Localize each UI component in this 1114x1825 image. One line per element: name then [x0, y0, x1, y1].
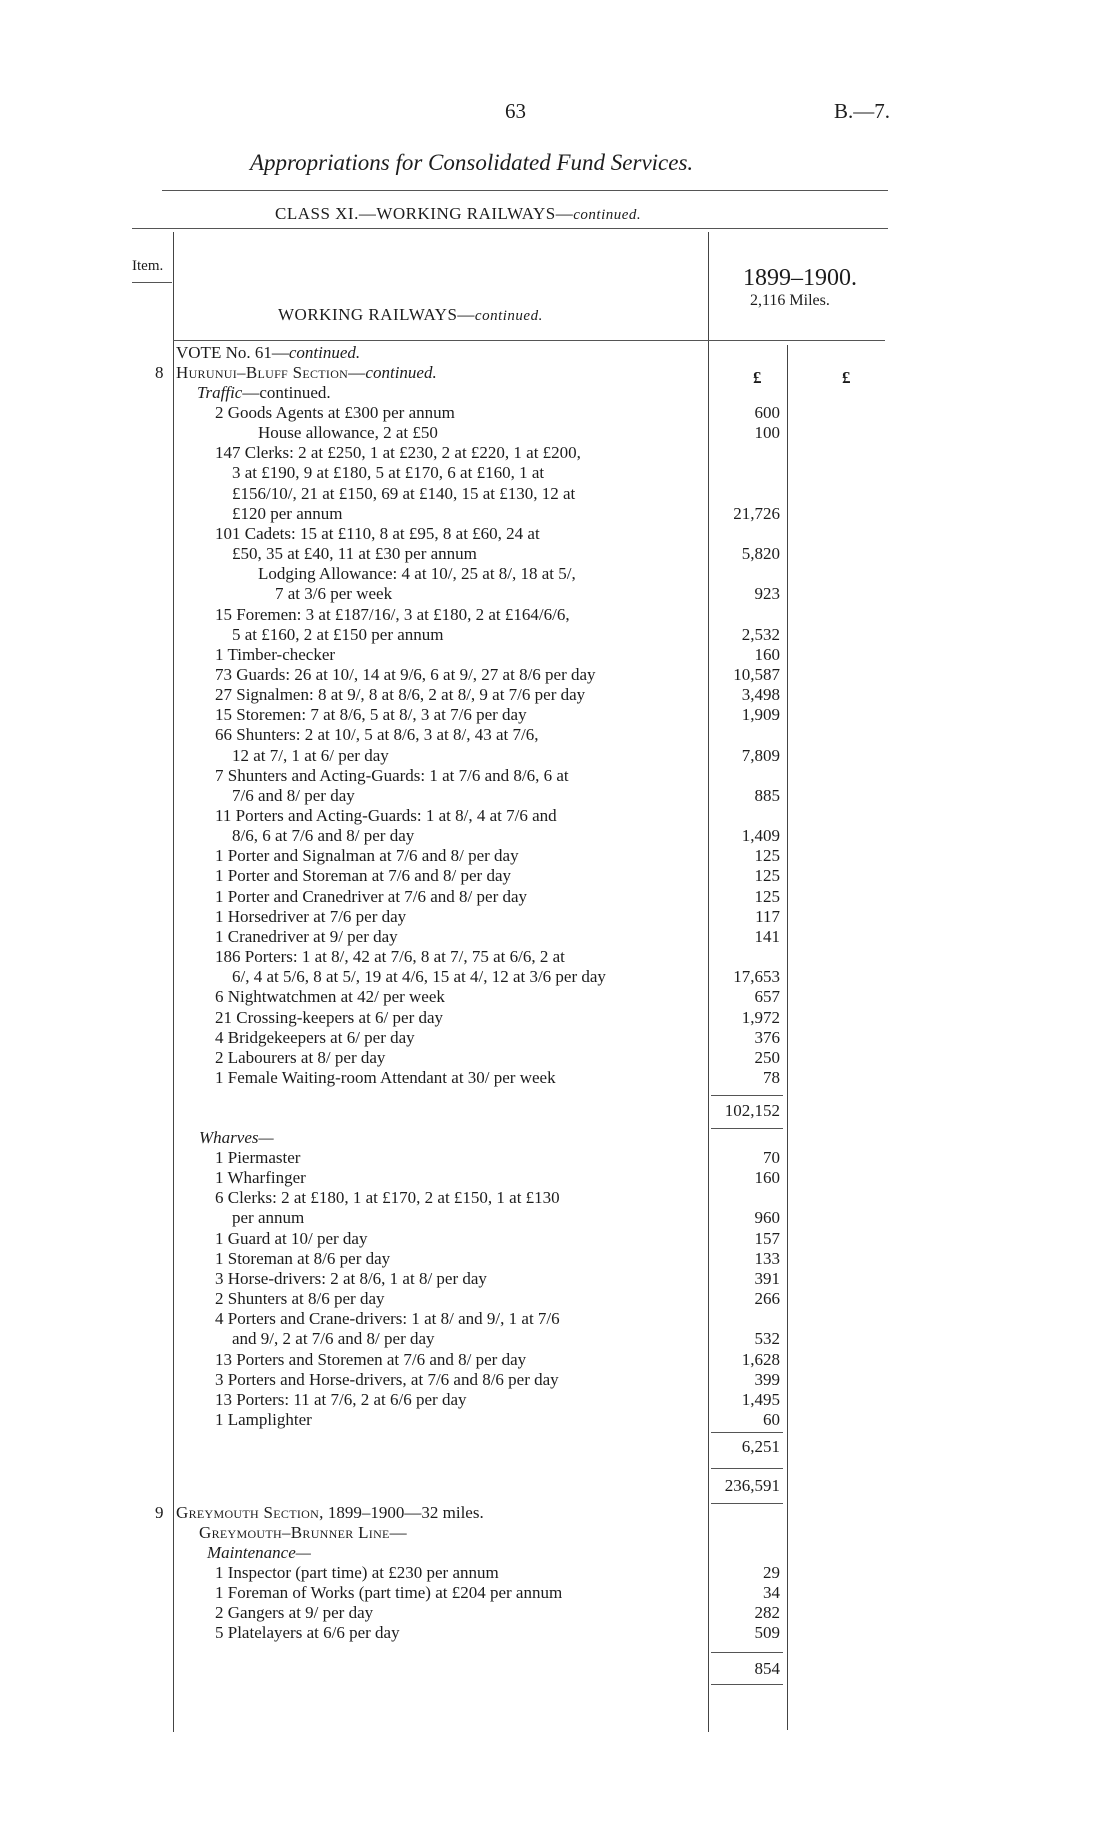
class-rule	[132, 228, 888, 229]
amount-value: 1,909	[741, 705, 780, 725]
entry-line: 1 Porter and Signalman at 7/6 and 8/ per day	[215, 846, 519, 866]
entry-line: 7/6 and 8/ per day	[232, 785, 355, 805]
amount-value: 160	[754, 644, 780, 664]
entry-line: 3 Horse-drivers: 2 at 8/6, 1 at 8/ per day	[215, 1268, 487, 1288]
vote-heading: VOTE No. 61—continued.	[176, 343, 361, 362]
item-number: 9	[155, 1503, 164, 1522]
section-name: Hurunui–Bluff Section—continued.	[176, 363, 437, 382]
subheading-maintenance: Maintenance—	[207, 1543, 311, 1562]
amount-value: 2,532	[741, 624, 780, 644]
amount-value: 532	[754, 1329, 780, 1349]
entry-line: £120 per annum	[232, 503, 343, 523]
entry-line: 6 Nightwatchmen at 42/ per week	[215, 987, 445, 1007]
entry-line: 66 Shunters: 2 at 10/, 5 at 8/6, 3 at 8/, 43 at 7/6,	[215, 725, 539, 745]
amount-value: 282	[754, 1603, 780, 1623]
amount-value: 391	[754, 1268, 780, 1288]
entry-line: £156/10/, 21 at £150, 69 at £140, 15 at £130, 12 at	[232, 483, 576, 503]
entry-line: 7 at 3/6 per week	[275, 584, 393, 604]
amount-value: 125	[754, 886, 780, 906]
amount-value: 376	[754, 1027, 780, 1047]
amount-value: 125	[754, 846, 780, 866]
entry-line: 1 Storeman at 8/6 per day	[215, 1248, 391, 1268]
item-column-divider	[173, 232, 174, 1732]
amount-value: 7,809	[741, 745, 780, 765]
amount-value: 3,498	[741, 685, 780, 705]
entry-line: 7 Shunters and Acting-Guards: 1 at 7/6 and 8/6, 6 at	[215, 765, 569, 785]
entry-line: 1 Lamplighter	[215, 1409, 312, 1429]
total-rule	[711, 1503, 783, 1504]
entry-line: 73 Guards: 26 at 10/, 14 at 9/6, 6 at 9/, 27 at 8/6 per day	[215, 664, 596, 684]
amount-value: 1,628	[741, 1349, 780, 1369]
entry-line: 2 Goods Agents at £300 per annum	[215, 403, 455, 422]
subtotal-rule	[711, 1652, 783, 1653]
title-rule	[162, 190, 888, 191]
subtotal-rule	[711, 1684, 783, 1685]
entry-line: 15 Storemen: 7 at 8/6, 5 at 8/, 3 at 7/6 per day	[215, 705, 527, 725]
amount-value: 60	[763, 1409, 780, 1429]
currency-symbol: £	[842, 368, 851, 387]
entry-line: 147 Clerks: 2 at £250, 1 at £230, 2 at £220, 1 at £200,	[215, 443, 581, 463]
amount-value: 5,820	[741, 544, 780, 564]
amount-value: 34	[763, 1583, 780, 1603]
entry-line: and 9/, 2 at 7/6 and 8/ per day	[232, 1329, 435, 1349]
amount-value: 657	[754, 987, 780, 1007]
amount-value: 1,495	[741, 1389, 780, 1409]
amount-column-divider-right	[787, 345, 788, 1730]
entry-line: 6 Clerks: 2 at £180, 1 at £170, 2 at £150, 1 at £130	[215, 1188, 560, 1208]
amount-value: 133	[754, 1248, 780, 1268]
currency-symbol: £	[753, 368, 762, 387]
amount-value: 1,409	[741, 826, 780, 846]
entry-line: 13 Porters and Storemen at 7/6 and 8/ per day	[215, 1349, 527, 1369]
page-title: Appropriations for Consolidated Fund Services.	[250, 150, 694, 175]
amount-value: 78	[763, 1067, 780, 1087]
amount-value: 1,972	[741, 1007, 780, 1027]
amount-value: 17,653	[733, 967, 780, 987]
item-number: 8	[155, 363, 164, 382]
entry-line: 5 at £160, 2 at £150 per annum	[232, 624, 444, 644]
amount-value: 250	[754, 1047, 780, 1067]
amount-value: 70	[763, 1148, 780, 1167]
entry-line: Lodging Allowance: 4 at 10/, 25 at 8/, 18 at 5/,	[258, 564, 576, 584]
entry-line: 6/, 4 at 5/6, 8 at 5/, 19 at 4/6, 15 at 4/, 12 at 3/6 per day	[232, 967, 606, 987]
subtotal-rule	[711, 1432, 783, 1433]
entry-line: 1 Wharfinger	[215, 1168, 306, 1188]
entry-line: 1 Timber-checker	[215, 644, 336, 664]
section-heading: WORKING RAILWAYS—continued.	[278, 305, 543, 324]
miles-heading: 2,116 Miles.	[750, 292, 830, 309]
line-name: Greymouth–Brunner Line—	[199, 1523, 407, 1542]
subheading-wharves: Wharves—	[199, 1128, 274, 1147]
entry-line: 15 Foremen: 3 at £187/16/, 3 at £180, 2 at £164/6/6,	[215, 604, 570, 624]
entry-line: 2 Gangers at 9/ per day	[215, 1603, 374, 1623]
entry-line: 1 Horsedriver at 7/6 per day	[215, 906, 407, 926]
amount-value: 157	[754, 1228, 780, 1248]
entry-line: £50, 35 at £40, 11 at £30 per annum	[232, 544, 477, 564]
entry-line: 13 Porters: 11 at 7/6, 2 at 6/6 per day	[215, 1389, 467, 1409]
entry-line: 3 at £190, 9 at £180, 5 at £170, 6 at £160, 1 at	[232, 463, 545, 483]
entry-line: 4 Bridgekeepers at 6/ per day	[215, 1027, 415, 1047]
subtotal-rule	[711, 1128, 783, 1129]
entry-line: 1 Guard at 10/ per day	[215, 1228, 368, 1248]
amount-value: 10,587	[733, 664, 780, 684]
amount-value: 399	[754, 1369, 780, 1389]
entry-line: 4 Porters and Crane-drivers: 1 at 8/ and 9/, 1 at 7/6	[215, 1309, 560, 1329]
amount-value: 125	[754, 866, 780, 886]
year-heading: 1899–1900.	[743, 265, 857, 291]
entry-line: 2 Shunters at 8/6 per day	[215, 1289, 385, 1309]
entry-line: 1 Cranedriver at 9/ per day	[215, 926, 398, 946]
subtotal-rule	[711, 1095, 783, 1096]
class-heading: CLASS XI.—WORKING RAILWAYS—continued.	[275, 204, 642, 223]
entry-line: 1 Piermaster	[215, 1148, 301, 1167]
item-column-header: Item.	[132, 258, 164, 274]
entry-line: 8/6, 6 at 7/6 and 8/ per day	[232, 826, 415, 846]
amount-value: 21,726	[733, 503, 780, 523]
document-reference: B.—7.	[834, 99, 891, 123]
entry-line: 27 Signalmen: 8 at 9/, 8 at 8/6, 2 at 8/, 9 at 7/6 per day	[215, 685, 586, 705]
entry-line: per annum	[232, 1208, 305, 1228]
amount-value: 29	[763, 1563, 780, 1582]
amount-value: 509	[754, 1623, 780, 1643]
entry-line: 1 Foreman of Works (part time) at £204 per annum	[215, 1583, 563, 1603]
entry-line: 5 Platelayers at 6/6 per day	[215, 1623, 400, 1643]
item-header-rule	[132, 282, 172, 283]
header-bottom-rule	[173, 340, 885, 341]
amount-value: 141	[754, 926, 780, 946]
amount-value: 266	[754, 1289, 780, 1309]
entry-line: 1 Inspector (part time) at £230 per annum	[215, 1563, 499, 1582]
amount-value: 960	[754, 1208, 780, 1228]
entry-line: 101 Cadets: 15 at £110, 8 at £95, 8 at £60, 24 at	[215, 523, 540, 543]
page-number: 63	[505, 99, 526, 123]
maintenance-subtotal: 854	[754, 1659, 780, 1678]
amount-value: 117	[755, 906, 780, 926]
entry-line: 21 Crossing-keepers at 6/ per day	[215, 1007, 444, 1027]
subheading-traffic: Traffic—continued.	[197, 383, 331, 402]
amount-value: 160	[754, 1168, 780, 1188]
amount-value: 885	[754, 785, 780, 805]
entry-line: House allowance, 2 at £50	[258, 423, 438, 443]
entry-line: 1 Porter and Storeman at 7/6 and 8/ per day	[215, 866, 512, 886]
amount-value: 600	[754, 403, 780, 422]
entry-line: 1 Female Waiting-room Attendant at 30/ per week	[215, 1067, 556, 1087]
entry-line: 3 Porters and Horse-drivers, at 7/6 and 8/6 per day	[215, 1369, 559, 1389]
entry-line: 186 Porters: 1 at 8/, 42 at 7/6, 8 at 7/, 75 at 6/6, 2 at	[215, 947, 565, 967]
entry-line: 12 at 7/, 1 at 6/ per day	[232, 745, 389, 765]
traffic-subtotal: 102,152	[724, 1101, 780, 1120]
entry-line: 11 Porters and Acting-Guards: 1 at 8/, 4 at 7/6 and	[215, 806, 557, 825]
section-total: 236,591	[724, 1476, 780, 1495]
section-name: Greymouth Section, 1899–1900—32 miles.	[176, 1503, 484, 1522]
entry-line: 2 Labourers at 8/ per day	[215, 1047, 386, 1067]
amount-value: 100	[754, 423, 780, 443]
entry-line: 1 Porter and Cranedriver at 7/6 and 8/ per day	[215, 886, 528, 906]
wharves-subtotal: 6,251	[741, 1437, 780, 1456]
subtotal-rule	[711, 1468, 783, 1469]
amount-value: 923	[754, 584, 780, 604]
